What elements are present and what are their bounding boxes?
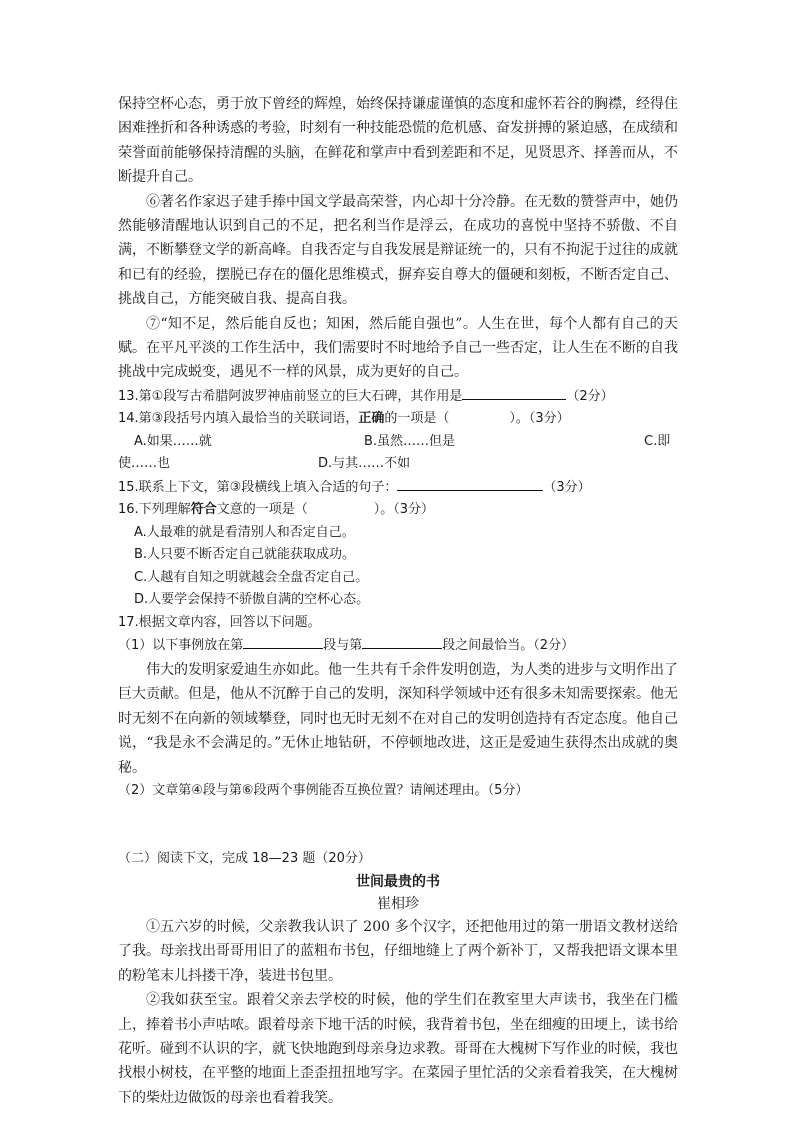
q15-text: 15.联系上下文，第③段横线上填入合适的句子： <box>118 479 398 495</box>
q17-sub1-blank-2[interactable] <box>362 634 442 649</box>
exam-page <box>118 92 678 1110</box>
article-author: 崔相珍 <box>377 895 419 912</box>
q15-score: （3分） <box>543 479 591 495</box>
question-14 <box>118 408 678 431</box>
q14-options-row-2 <box>118 453 678 476</box>
q14-text-2: 的一项是（ <box>384 411 450 427</box>
article-title: 世间最贵的书 <box>356 873 440 890</box>
q16-option-b: B.人只要不断否定自己就能获取成功。 <box>134 547 356 563</box>
q16-option-d: D.人要学会保持不骄傲自满的空杯心态。 <box>134 592 370 608</box>
question-13 <box>118 385 678 409</box>
q14-option-b: B.虽然……但是 <box>364 433 456 449</box>
q13-score: （2分） <box>566 388 614 404</box>
q17-sub1-blank-1[interactable] <box>243 634 323 649</box>
q14-option-a: A.如果……就 <box>134 433 212 449</box>
question-15 <box>118 476 678 500</box>
q16-text: 16.下列理解 <box>118 502 191 518</box>
q17-sub-1 <box>118 634 678 658</box>
q17-example-passage: 伟大的发明家爱迪生亦如此。他一生共有千余件发明创造，为人类的进步与文明作出了巨大贡献。但是，他从不沉醉于自己的发明，深知科学领域中还有很多未知需要探索。他无时无刻不在向新的领域攀登，同时也无时无刻不在对自己的发明创造持有否定态度。他自己说，“我是永不会满足的。”无休止地钻研，不停顿地改进，这正是爱迪生获得杰出成就的奥秘。 <box>118 661 678 776</box>
q14-bold-keyword: 正确 <box>358 411 385 427</box>
article-para-2: ②我如获至宝。跟着父亲去学校的时候，他的学生们在教室里大声读书，我坐在门槛上，捧着书小声咕哝。跟着母亲下地干活的时候，我背着书包，坐在细瘦的田埂上，读书给花听。碰到不认识的字，就飞快地跑到母亲身边求教。哥哥在大槐树下写作业的时候，我也找根小树枝，在平整的地面上歪歪扭扭地写字。在菜园子里忙活的父亲看着我笑，在大槐树下的柴灶边做饭的母亲也看着我笑。 <box>118 992 678 1106</box>
passage-para-7: ⑦“知不足，然后能自反也；知困，然后能自强也”。人生在世，每个人都有自己的天赋。在平凡平淡的工作生活中，我们需要时不时地给予自己一些否定，让人生在不断的自我挑战中完成蜕变，遇见不一样的风景，成为更好的自己。 <box>118 315 678 381</box>
q16-text-2: 文意的一项是（ <box>216 502 308 518</box>
q16-bold-keyword: 符合 <box>190 502 217 518</box>
q14-options-row <box>118 431 678 454</box>
q14-text: 14.第③段括号内填入最恰当的关联词语， <box>118 411 359 427</box>
q17-sub1-text: （1）以下事例放在第 <box>118 638 244 654</box>
q14-option-c: C.即 <box>644 433 671 449</box>
q16-option-a: A.人最难的就是看清别人和否定自己。 <box>134 524 355 540</box>
section-spacer <box>118 802 678 848</box>
q14-score: ）。（3分） <box>509 411 570 427</box>
passage-para-5-tail: 保持空杯心态，勇于放下曾经的辉煌，始终保持谦虚谨慎的态度和虚怀若谷的胸襟，经得住困难挫折和各种诱惑的考验，时刻有一种技能恐慌的危机感、奋发拼搏的紧迫感，在成绩和荣誉面前能够保持清醒的头脑，在鲜花和掌声中看到差距和不足，见贤思齐、择善而从，不断提升自己。 <box>118 96 678 186</box>
q15-answer-blank[interactable] <box>397 476 543 491</box>
q13-answer-blank[interactable] <box>462 385 566 400</box>
q13-text: 13.第①段写古希腊阿波罗神庙前竖立的巨大石碑，其作用是 <box>118 388 463 404</box>
q17-sub-2: （2）文章第④段与第⑥段两个事例能否互换位置？请阐述理由。（5分） <box>118 782 529 798</box>
passage-para-6: ⑥著名作家迟子建手捧中国文学最高荣誉，内心却十分冷静。在无数的赞誉声中，她仍然能够清醒地认识到自己的不足，把名利当作是浮云，在成功的喜悦中坚持不骄傲、不自满，不断攀登文学的新高峰。自我否定与自我发展是辩证统一的，只有不拘泥于过往的成就和已有的经验，摆脱已存在的僵化思维模式，摒弃妄自尊大的僵硬和刻板，不断否定自己、挑战自己，方能突破自我、提高自我。 <box>118 193 678 308</box>
question-17: 17.根据文章内容，回答以下问题。 <box>118 614 321 630</box>
section-2-heading: （二）阅读下文，完成 18—23 题（20分） <box>118 851 371 867</box>
q17-sub1-text-2: 段与第 <box>323 638 363 654</box>
q14-option-d: D.与其……不如 <box>318 456 411 472</box>
q14-option-c-cont: 使……也 <box>118 456 171 472</box>
q17-sub1-score: 段之间最恰当。（2分） <box>442 638 575 654</box>
article-para-1: ①五六岁的时候，父亲教我认识了 200 多个汉字，还把他用过的第一册语文教材送给了我。母亲找出哥哥用旧了的蓝粗布书包，仔细地缝上了两个新补丁，又帮我把语文课本里的粉笔末儿抖搂干净，装进书包里。 <box>118 918 678 984</box>
q16-option-c: C.人越有自知之明就越会全盘否定自己。 <box>134 569 369 585</box>
question-16 <box>118 499 678 522</box>
q16-score: ）。（3分） <box>373 502 434 518</box>
